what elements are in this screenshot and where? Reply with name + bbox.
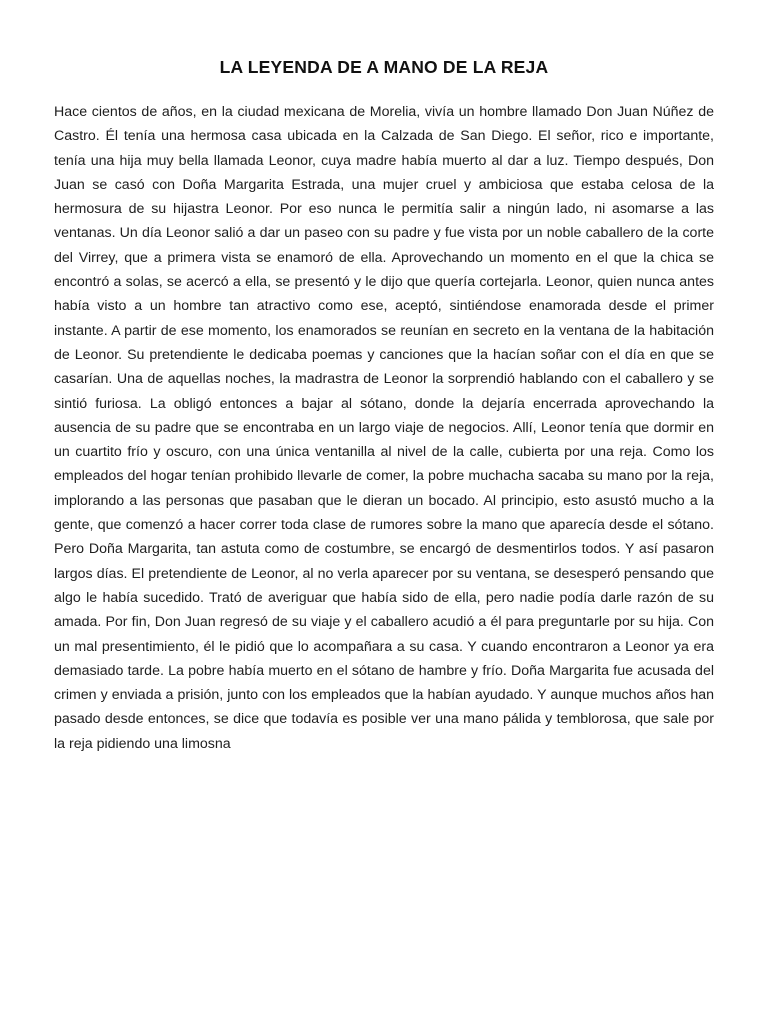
document-body-paragraph: Hace cientos de años, en la ciudad mexicana de Morelia, vivía un hombre llamado Don Juan Núñez de Castro. Él tenía una hermosa casa ubicada en la Calzada de San Diego. El señor, rico e importante, tenía una hija muy bella llamada Leonor, cuya madre había muerto al dar a luz. Tiempo después, Don Juan se casó con Doña Margarita Estrada, una mujer cruel y ambiciosa que estaba celosa de la hermosura de su hijastra Leonor. Por eso nunca le permitía salir a ningún lado, ni asomarse a las ventanas. Un día Leonor salió a dar un paseo con su padre y fue vista por un noble caballero de la corte del Virrey, que a primera vista se enamoró de ella. Aprovechando un momento en el que la chica se encontró a solas, se acercó a ella, se presentó y le dijo que quería cortejarla. Leonor, quien nunca antes había visto a un hombre tan atractivo como ese, aceptó, sintiéndose enamorada desde el primer instante. A partir de ese momento, los enamorados se reunían en secreto en la ventana de la habitación de Leonor. Su pretendiente le dedicaba poemas y canciones que la hacían soñar con el día en que se casarían. Una de aquellas noches, la madrastra de Leonor la sorprendió hablando con el caballero y se sintió furiosa. La obligó entonces a bajar al sótano, donde la dejaría encerrada aprovechando la ausencia de su padre que se encontraba en un largo viaje de negocios. Allí, Leonor tenía que dormir en un cuartito frío y oscuro, con una única ventanilla al nivel de la calle, cubierta por una reja. Como los empleados del hogar tenían prohibido llevarle de comer, la pobre muchacha sacaba su mano por la reja, implorando a las personas que pasaban que le dieran un bocado. Al principio, esto asustó mucho a la gente, que comenzó a hacer correr toda clase de rumores sobre la mano que aparecía desde el sótano. Pero Doña Margarita, tan astuta como de costumbre, se encargó de desmentirlos todos. Y así pasaron largos días. El pretendiente de Leonor, al no verla aparecer por su ventana, se desesperó pensando que algo le había sucedido. Trató de averiguar que había sido de ella, pero nadie podía darle razón de su amada. Por fin, Don Juan regresó de su viaje y el caballero acudió a él para preguntarle por su hija. Con un mal presentimiento, él le pidió que lo acompañara a su casa. Y cuando encontraron a Leonor ya era demasiado tarde. La pobre había muerto en el sótano de hambre y frío. Doña Margarita fue acusada del crimen y enviada a prisión, junto con los empleados que la habían ayudado. Y aunque muchos años han pasado desde entonces, se dice que todavía es posible ver una mano pálida y temblorosa, que sale por la reja pidiendo una limosna xyxy=(54,104,714,752)
document-title: LA LEYENDA DE A MANO DE LA REJA xyxy=(219,57,549,77)
